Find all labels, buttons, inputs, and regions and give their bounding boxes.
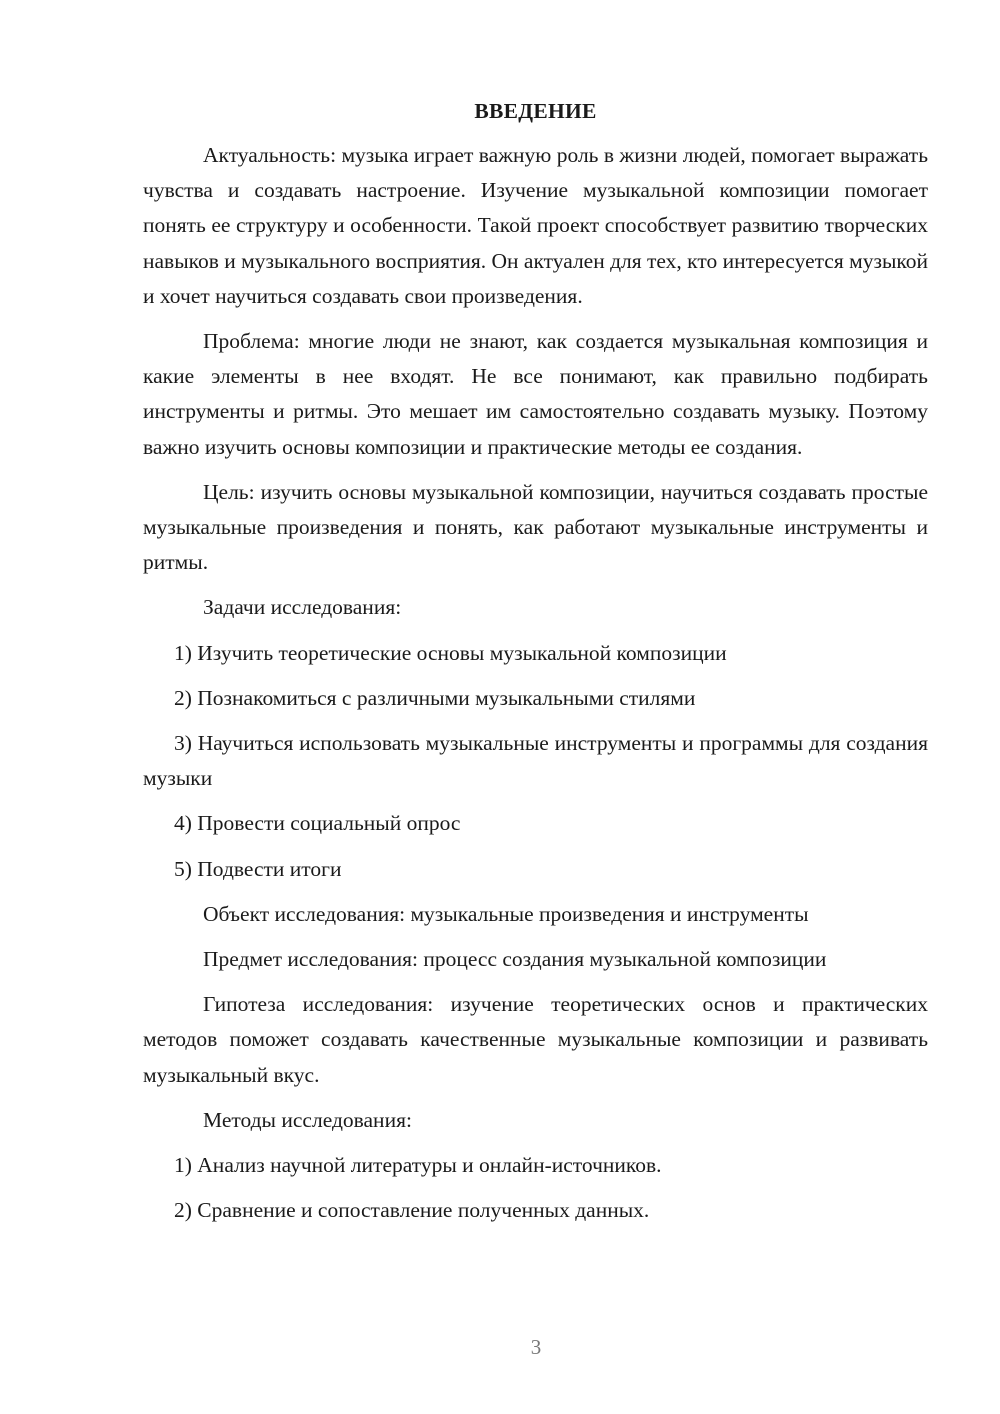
- task-item: 4) Провести социальный опрос: [174, 811, 461, 836]
- goal-paragraph: Цель: изучить основы музыкальной композиции, научиться создавать простые музыкальные произведения и понять, как работают музыкальные инструменты и ритмы.: [143, 479, 928, 575]
- relevance-paragraph: Актуальность: музыка играет важную роль в жизни людей, помогает выражать чувства и создавать настроение. Изучение музыкальной композиции помогает понять ее структуру и особенности. Такой проект способствует развитию творческих навыков и музыкального восприятия. Он актуален для тех, кто интересуется музыкой и хочет научиться создавать свои произведения.: [143, 143, 929, 308]
- method-item: 1) Анализ научной литературы и онлайн-источников.: [174, 1153, 662, 1178]
- problem-paragraph: Проблема: многие люди не знают, как создается музыкальная композиция и какие элементы в нее входят. Не все понимают, как правильно подбирать инструменты и ритмы. Это мешает им самостоятельно создавать музыку. Поэтому важно изучить основы композиции и практические методы ее создания.: [143, 329, 928, 459]
- page-title: ВВЕДЕНИЕ: [474, 99, 597, 123]
- research-subject: Предмет исследования: процесс создания музыкальной композиции: [203, 947, 827, 972]
- hypothesis-paragraph: Гипотеза исследования: изучение теоретических основ и практических методов поможет создавать качественные музыкальные композиции и развивать музыкальный вкус.: [143, 992, 928, 1087]
- method-item: 2) Сравнение и сопоставление полученных данных.: [174, 1198, 650, 1223]
- task-item: 5) Подвести итоги: [174, 856, 342, 881]
- task-item: 1) Изучить теоретические основы музыкальной композиции: [174, 640, 727, 665]
- page-number: 3: [530, 1335, 542, 1359]
- task-item: 3) Научиться использовать музыкальные инструменты и программы для создания музыки: [143, 731, 928, 791]
- document-page: [143, 96, 928, 1238]
- tasks-heading: Задачи исследования:: [203, 595, 402, 620]
- task-item: 2) Познакомиться с различными музыкальными стилями: [174, 685, 696, 710]
- methods-heading: Методы исследования:: [203, 1107, 412, 1132]
- research-object: Объект исследования: музыкальные произведения и инструменты: [203, 901, 809, 926]
